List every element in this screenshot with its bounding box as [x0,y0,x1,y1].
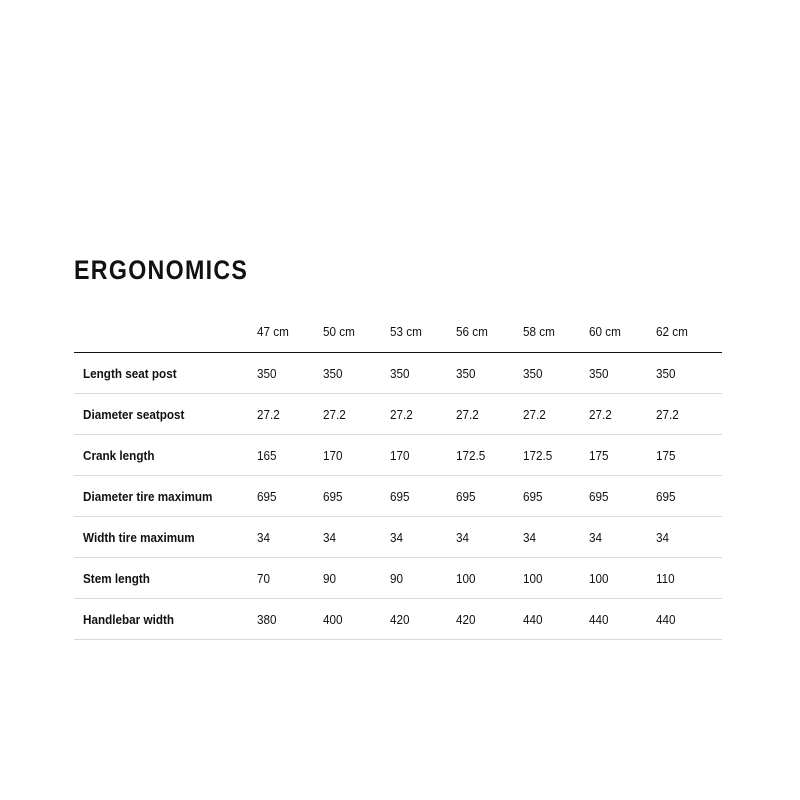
cell-value: 170 [389,447,410,463]
column-header [390,310,456,353]
cell-value: 110 [655,570,675,586]
cell-value: 350 [456,365,476,381]
ergonomics-table [74,310,722,640]
table-cell [257,394,323,435]
table-cell [257,517,323,558]
table-cell [589,394,655,435]
cell-value: 27.2 [655,406,679,422]
cell-value: 34 [589,529,603,545]
cell-value: 420 [456,611,476,627]
table-cell [323,517,389,558]
table-cell [523,517,589,558]
table-cell [656,476,723,517]
table-cell [323,476,389,517]
table-cell [257,435,323,476]
cell-value: 440 [589,611,609,627]
cell-value: 420 [389,611,410,627]
cell-value: 350 [522,365,543,381]
table-cell [656,517,723,558]
cell-value: 27.2 [323,406,347,422]
column-header-label: 47 cm [257,323,289,339]
table-row [74,353,722,394]
cell-value: 100 [589,570,609,586]
cell-value: 34 [323,529,337,545]
table-cell [656,599,723,640]
table-cell [390,476,456,517]
table-cell [456,599,522,640]
table-cell [257,353,323,394]
cell-value: 27.2 [389,406,413,422]
table-cell [589,353,655,394]
table-cell [589,435,655,476]
table-cell [656,394,723,435]
column-header [656,310,723,353]
column-header [456,310,522,353]
cell-value: 34 [389,529,403,545]
row-label: Diameter tire maximum [83,488,213,504]
cell-value: 380 [257,611,277,627]
table-cell [656,435,723,476]
cell-value: 34 [456,529,470,545]
row-label-cell [74,599,257,640]
table-cell [523,599,589,640]
table-cell [589,517,655,558]
cell-value: 172.5 [456,447,486,463]
cell-value: 100 [522,570,543,586]
row-label-cell [74,476,257,517]
table-cell [323,394,389,435]
table-cell [523,353,589,394]
cell-value: 350 [389,365,410,381]
cell-value: 165 [257,447,277,463]
table-cell [589,558,655,599]
column-header-label: 62 cm [655,323,688,339]
table-cell [656,558,723,599]
table-cell [390,394,456,435]
cell-value: 695 [323,488,344,504]
table-cell [456,394,522,435]
row-label-cell [74,394,257,435]
row-label: Handlebar width [83,611,175,627]
table-cell [523,558,589,599]
table-cell [323,558,389,599]
table-cell [523,394,589,435]
column-header [589,310,655,353]
column-header-label: 56 cm [456,323,489,339]
table-row [74,517,722,558]
table-cell [456,353,522,394]
cell-value: 27.2 [456,406,480,422]
table-cell [390,353,456,394]
table-cell [390,599,456,640]
row-label: Width tire maximum [83,529,195,545]
cell-value: 34 [522,529,536,545]
table-row [74,476,722,517]
table-cell [456,517,522,558]
row-label-cell [74,517,257,558]
cell-value: 27.2 [257,406,280,422]
table-cell [456,558,522,599]
table-cell [589,476,655,517]
column-header-label: 60 cm [589,323,621,339]
cell-value: 100 [456,570,476,586]
cell-value: 70 [257,570,271,586]
column-header [523,310,589,353]
cell-value: 172.5 [522,447,552,463]
cell-value: 27.2 [589,406,612,422]
table-cell [390,517,456,558]
cell-value: 695 [389,488,410,504]
table-cell [456,435,522,476]
cell-value: 695 [522,488,543,504]
table-cell [656,353,723,394]
column-header [257,310,323,353]
row-label: Length seat post [83,365,177,381]
cell-value: 90 [389,570,403,586]
column-header-label: 50 cm [323,323,356,339]
cell-value: 400 [323,611,344,627]
cell-value: 34 [257,529,271,545]
table-cell [323,599,389,640]
table-cell [589,599,655,640]
table-row [74,558,722,599]
table-header-row [74,310,722,353]
cell-value: 695 [456,488,476,504]
table-cell [257,558,323,599]
section-title: ERGONOMICS [74,255,249,285]
row-label: Crank length [83,447,155,463]
table-row [74,435,722,476]
cell-value: 350 [323,365,344,381]
table-cell [523,476,589,517]
column-header-label: 53 cm [389,323,422,339]
table-cell [257,476,323,517]
cell-value: 27.2 [522,406,546,422]
cell-value: 695 [257,488,277,504]
cell-value: 350 [655,365,676,381]
cell-value: 350 [257,365,277,381]
table-row [74,394,722,435]
cell-value: 440 [522,611,543,627]
table-cell [323,435,389,476]
cell-value: 695 [589,488,609,504]
table-cell [323,353,389,394]
row-label-cell [74,435,257,476]
table-cell [390,558,456,599]
table-cell [390,435,456,476]
row-label: Stem length [83,570,150,586]
row-label: Diameter seatpost [83,406,185,422]
cell-value: 695 [655,488,676,504]
table-cell [257,599,323,640]
table-cell [523,435,589,476]
cell-value: 90 [323,570,337,586]
cell-value: 34 [655,529,669,545]
column-header [323,310,389,353]
table-row [74,599,722,640]
row-label-cell [74,353,257,394]
cell-value: 440 [655,611,676,627]
header-corner-cell [74,310,257,353]
table-cell [456,476,522,517]
column-header-label: 58 cm [522,323,555,339]
cell-value: 350 [589,365,609,381]
cell-value: 170 [323,447,344,463]
row-label-cell [74,558,257,599]
cell-value: 175 [655,447,676,463]
cell-value: 175 [589,447,609,463]
